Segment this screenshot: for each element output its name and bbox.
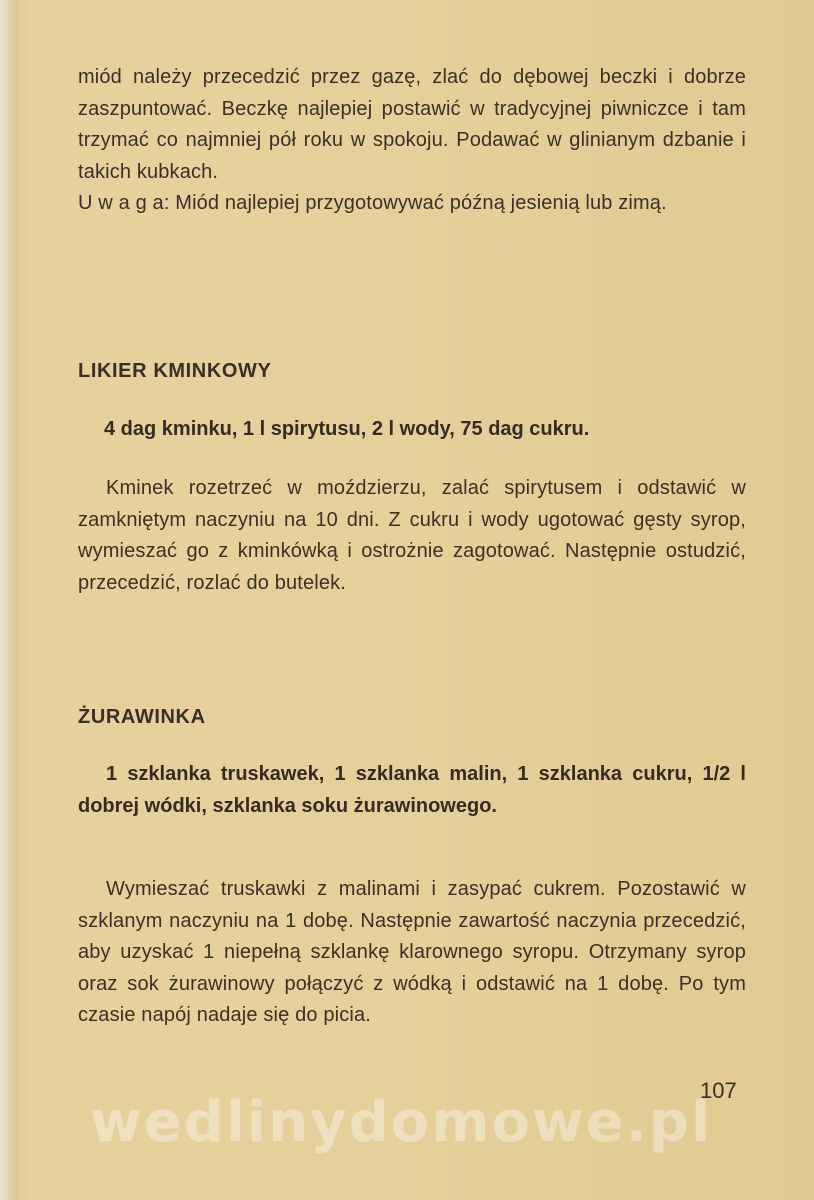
watermark: wedlinydomowe.pl xyxy=(90,1090,713,1155)
recipe2-title: ŻURAWINKA xyxy=(78,706,206,728)
recipe2-ingredients: 1 szklanka truskawek, 1 szklanka malin, 1 szklanka cukru, 1/2 l dobrej wódki, szklanka soku żurawinowego. xyxy=(78,763,746,817)
recipe2-ingredients-block xyxy=(78,759,746,822)
intro-section xyxy=(78,62,746,220)
recipe1-ingredients: 4 dag kminku, 1 l spirytusu, 2 l wody, 75 dag cukru. xyxy=(104,418,590,440)
recipe2-instructions: Wymieszać truskawki z malinami i zasypać cukrem. Pozostawić w szklanym naczyniu na 1 dobę. Następnie zawartość naczynia przecedzić, aby uzyskać 1 niepełną szklankę klarownego syropu. Otrzymany syrop oraz sok żurawinowy połączyć z wódką i odstawić na 1 dobę. Po tym czasie napój nadaje się do picia. xyxy=(78,878,746,1026)
recipe1-instructions: Kminek rozetrzeć w moździerzu, zalać spirytusem i odstawić w zamkniętym naczyniu na 10 dni. Z cukru i wody ugotować gęsty syrop, wymieszać go z kminkówką i ostrożnie zagotować. Następnie ostudzić, przecedzić, rozlać do butelek. xyxy=(78,477,746,594)
page-edge xyxy=(0,0,18,1200)
note-label: U w a g a: xyxy=(78,192,170,214)
recipe1-title: LIKIER KMINKOWY xyxy=(78,360,272,382)
intro-paragraph: miód należy przecedzić przez gazę, zlać do dębowej beczki i dobrze zaszpuntować. Beczkę najlepiej postawić w tradycyjnej piwniczce i tam trzymać co najmniej pół roku w spokoju. Podawać w glinianym dzbanie i takich kubkach. xyxy=(78,66,746,183)
page-number: 107 xyxy=(700,1078,737,1103)
note-paragraph xyxy=(78,188,746,220)
recipe2-body xyxy=(78,874,746,1032)
note-text: Miód najlepiej przygotowywać późną jesienią lub zimą. xyxy=(169,192,667,214)
recipe1-body xyxy=(78,473,746,599)
